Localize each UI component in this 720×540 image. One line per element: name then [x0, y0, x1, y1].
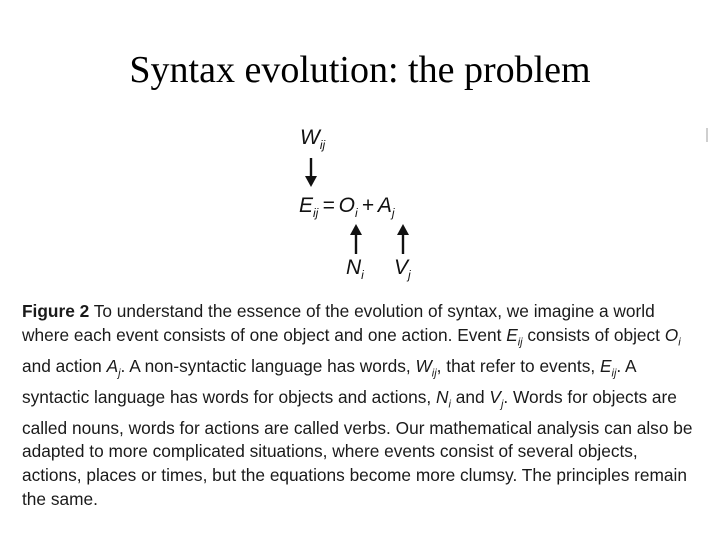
caption-symbol: $E_{ij}$	[599, 355, 617, 380]
up-arrow-icon	[396, 224, 410, 254]
caption-text: , that refer to events,	[436, 355, 600, 376]
caption-symbol: $V_j$	[489, 386, 504, 411]
event-equation: $E_{ij} = O_i + A_j$	[299, 194, 395, 221]
caption-text: . A syntactic language has words for objects and actions,	[22, 355, 636, 407]
noun-symbol: $N_i$	[346, 256, 364, 283]
caption-symbol: $O_i$	[664, 324, 681, 349]
word-event-symbol: $W_{ij}$	[300, 126, 326, 153]
figure-caption	[22, 300, 702, 511]
event-diagram	[280, 118, 480, 288]
up-arrow-icon	[349, 224, 363, 254]
caption-text: To understand the essence of the evolution of syntax, we imagine a world where each event consists of one object and one action. Event	[22, 301, 655, 345]
scan-edge-mark	[706, 128, 708, 142]
down-arrow-icon	[304, 158, 318, 188]
figure-label: Figure 2	[22, 301, 90, 321]
caption-symbol: $E_{ij}$	[506, 324, 523, 349]
caption-text: and	[450, 386, 490, 407]
verb-symbol: $V_j$	[394, 256, 411, 283]
caption-symbol: $A_j$	[106, 355, 121, 380]
caption-symbol: $N_i$	[436, 386, 451, 411]
caption-text: . A non-syntactic language has words,	[120, 355, 416, 376]
slide-title: Syntax evolution: the problem	[129, 49, 591, 91]
caption-text: consists of object	[522, 324, 665, 345]
caption-text: and action	[22, 355, 107, 376]
caption-text: . Words for objects are called nouns, words for actions are called verbs. Our mathematical analysis can also be adapted to more complicated situations, where events consist of several objects, actions, places or times, but the equations become more clumsy. The principles remain the same.	[22, 386, 693, 509]
caption-symbol: $W_{ij}$	[415, 355, 437, 380]
